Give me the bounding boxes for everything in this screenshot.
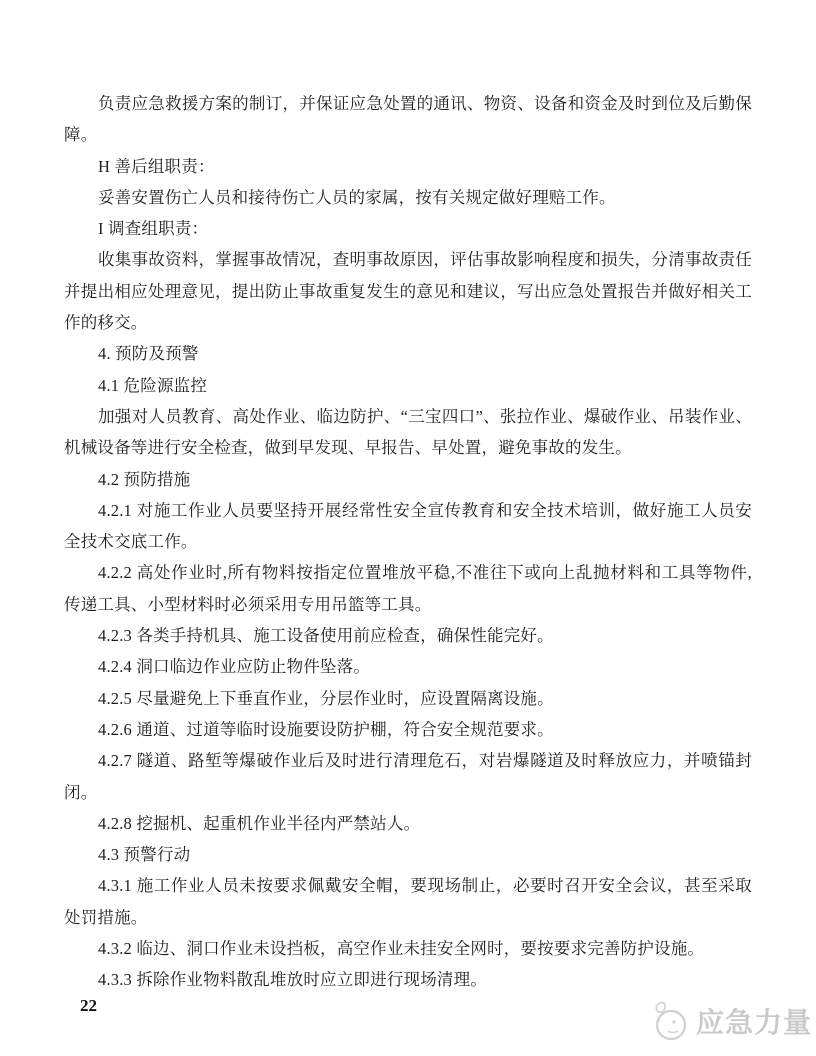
- text-line: 4.3.1 施工作业人员未按要求佩戴安全帽，要现场制止，必要时召开安全会议，甚至采取: [98, 876, 752, 896]
- page-number: 22: [80, 996, 97, 1015]
- text-line: 传递工具、小型材料时必须采用专用吊篮等工具。: [64, 594, 432, 614]
- text-line: 妥善安置伤亡人员和接待伤亡人员的家属，按有关规定做好理赔工作。: [98, 187, 616, 207]
- document-body: [64, 88, 752, 996]
- text-line: 4.2.1 对施工作业人员要坚持开展经常性安全宣传教育和安全技术培训，做好施工人员安: [98, 500, 752, 520]
- text-line: 4.2.2 高处作业时,所有物料按指定位置堆放平稳,不准往下或向上乱抛材料和工具等物件,: [98, 563, 752, 583]
- text-line: 并提出相应处理意见，提出防止事故重复发生的意见和建议，写出应急处置报告并做好相关工: [64, 281, 752, 301]
- text-line: 4.2.6 通道、过道等临时设施要设防护棚，符合安全规范要求。: [98, 719, 554, 739]
- text-line: 4. 预防及预警: [98, 344, 199, 364]
- text-line: 收集事故资料，掌握事故情况，查明事故原因，评估事故影响程度和损失，分清事故责任: [98, 250, 752, 270]
- text-line: 4.2.8 挖掘机、起重机作业半径内严禁站人。: [98, 813, 421, 833]
- text-line: 作的移交。: [64, 313, 148, 333]
- text-line: 加强对人员教育、高处作业、临边防护、“三宝四口”、张拉作业、爆破作业、吊装作业、: [98, 406, 752, 426]
- text-line: 4.3.3 拆除作业物料散乱堆放时应立即进行现场清理。: [98, 970, 488, 990]
- text-line: 处罚措施。: [64, 907, 148, 927]
- text-line: 4.2.3 各类手持机具、施工设备使用前应检查，确保性能完好。: [98, 626, 554, 646]
- text-line: 4.2.5 尽量避免上下垂直作业，分层作业时，应设置隔离设施。: [98, 688, 554, 708]
- text-line: 障。: [64, 125, 98, 145]
- text-line: H 善后组职责：: [98, 156, 215, 176]
- text-line: 全技术交底工作。: [64, 532, 198, 552]
- text-line: I 调查组职责：: [98, 219, 209, 239]
- text-line: 4.1 危险源监控: [98, 375, 208, 395]
- bird-globe-logo-icon: [648, 998, 690, 1044]
- text-line: 4.3 预警行动: [98, 845, 191, 865]
- text-line: 4.2 预防措施: [98, 469, 191, 489]
- text-line: 4.2.4 洞口临边作业应防止物件坠落。: [98, 657, 371, 677]
- text-line: 机械设备等进行安全检查，做到早发现、早报告、早处置，避免事故的发生。: [64, 438, 632, 458]
- text-line: 4.3.2 临边、洞口作业未设挡板，高空作业未挂安全网时，要按要求完善防护设施。: [98, 939, 705, 959]
- watermark-text: 应急力量: [695, 1007, 812, 1038]
- text-line: 闭。: [64, 782, 98, 802]
- text-line: 4.2.7 隧道、路堑等爆破作业后及时进行清理危石，对岩爆隧道及时释放应力，并喷锚封: [98, 751, 752, 771]
- text-line: 负责应急救援方案的制订，并保证应急处置的通讯、物资、设备和资金及时到位及后勤保: [98, 94, 752, 113]
- watermark-logo: [648, 998, 812, 1044]
